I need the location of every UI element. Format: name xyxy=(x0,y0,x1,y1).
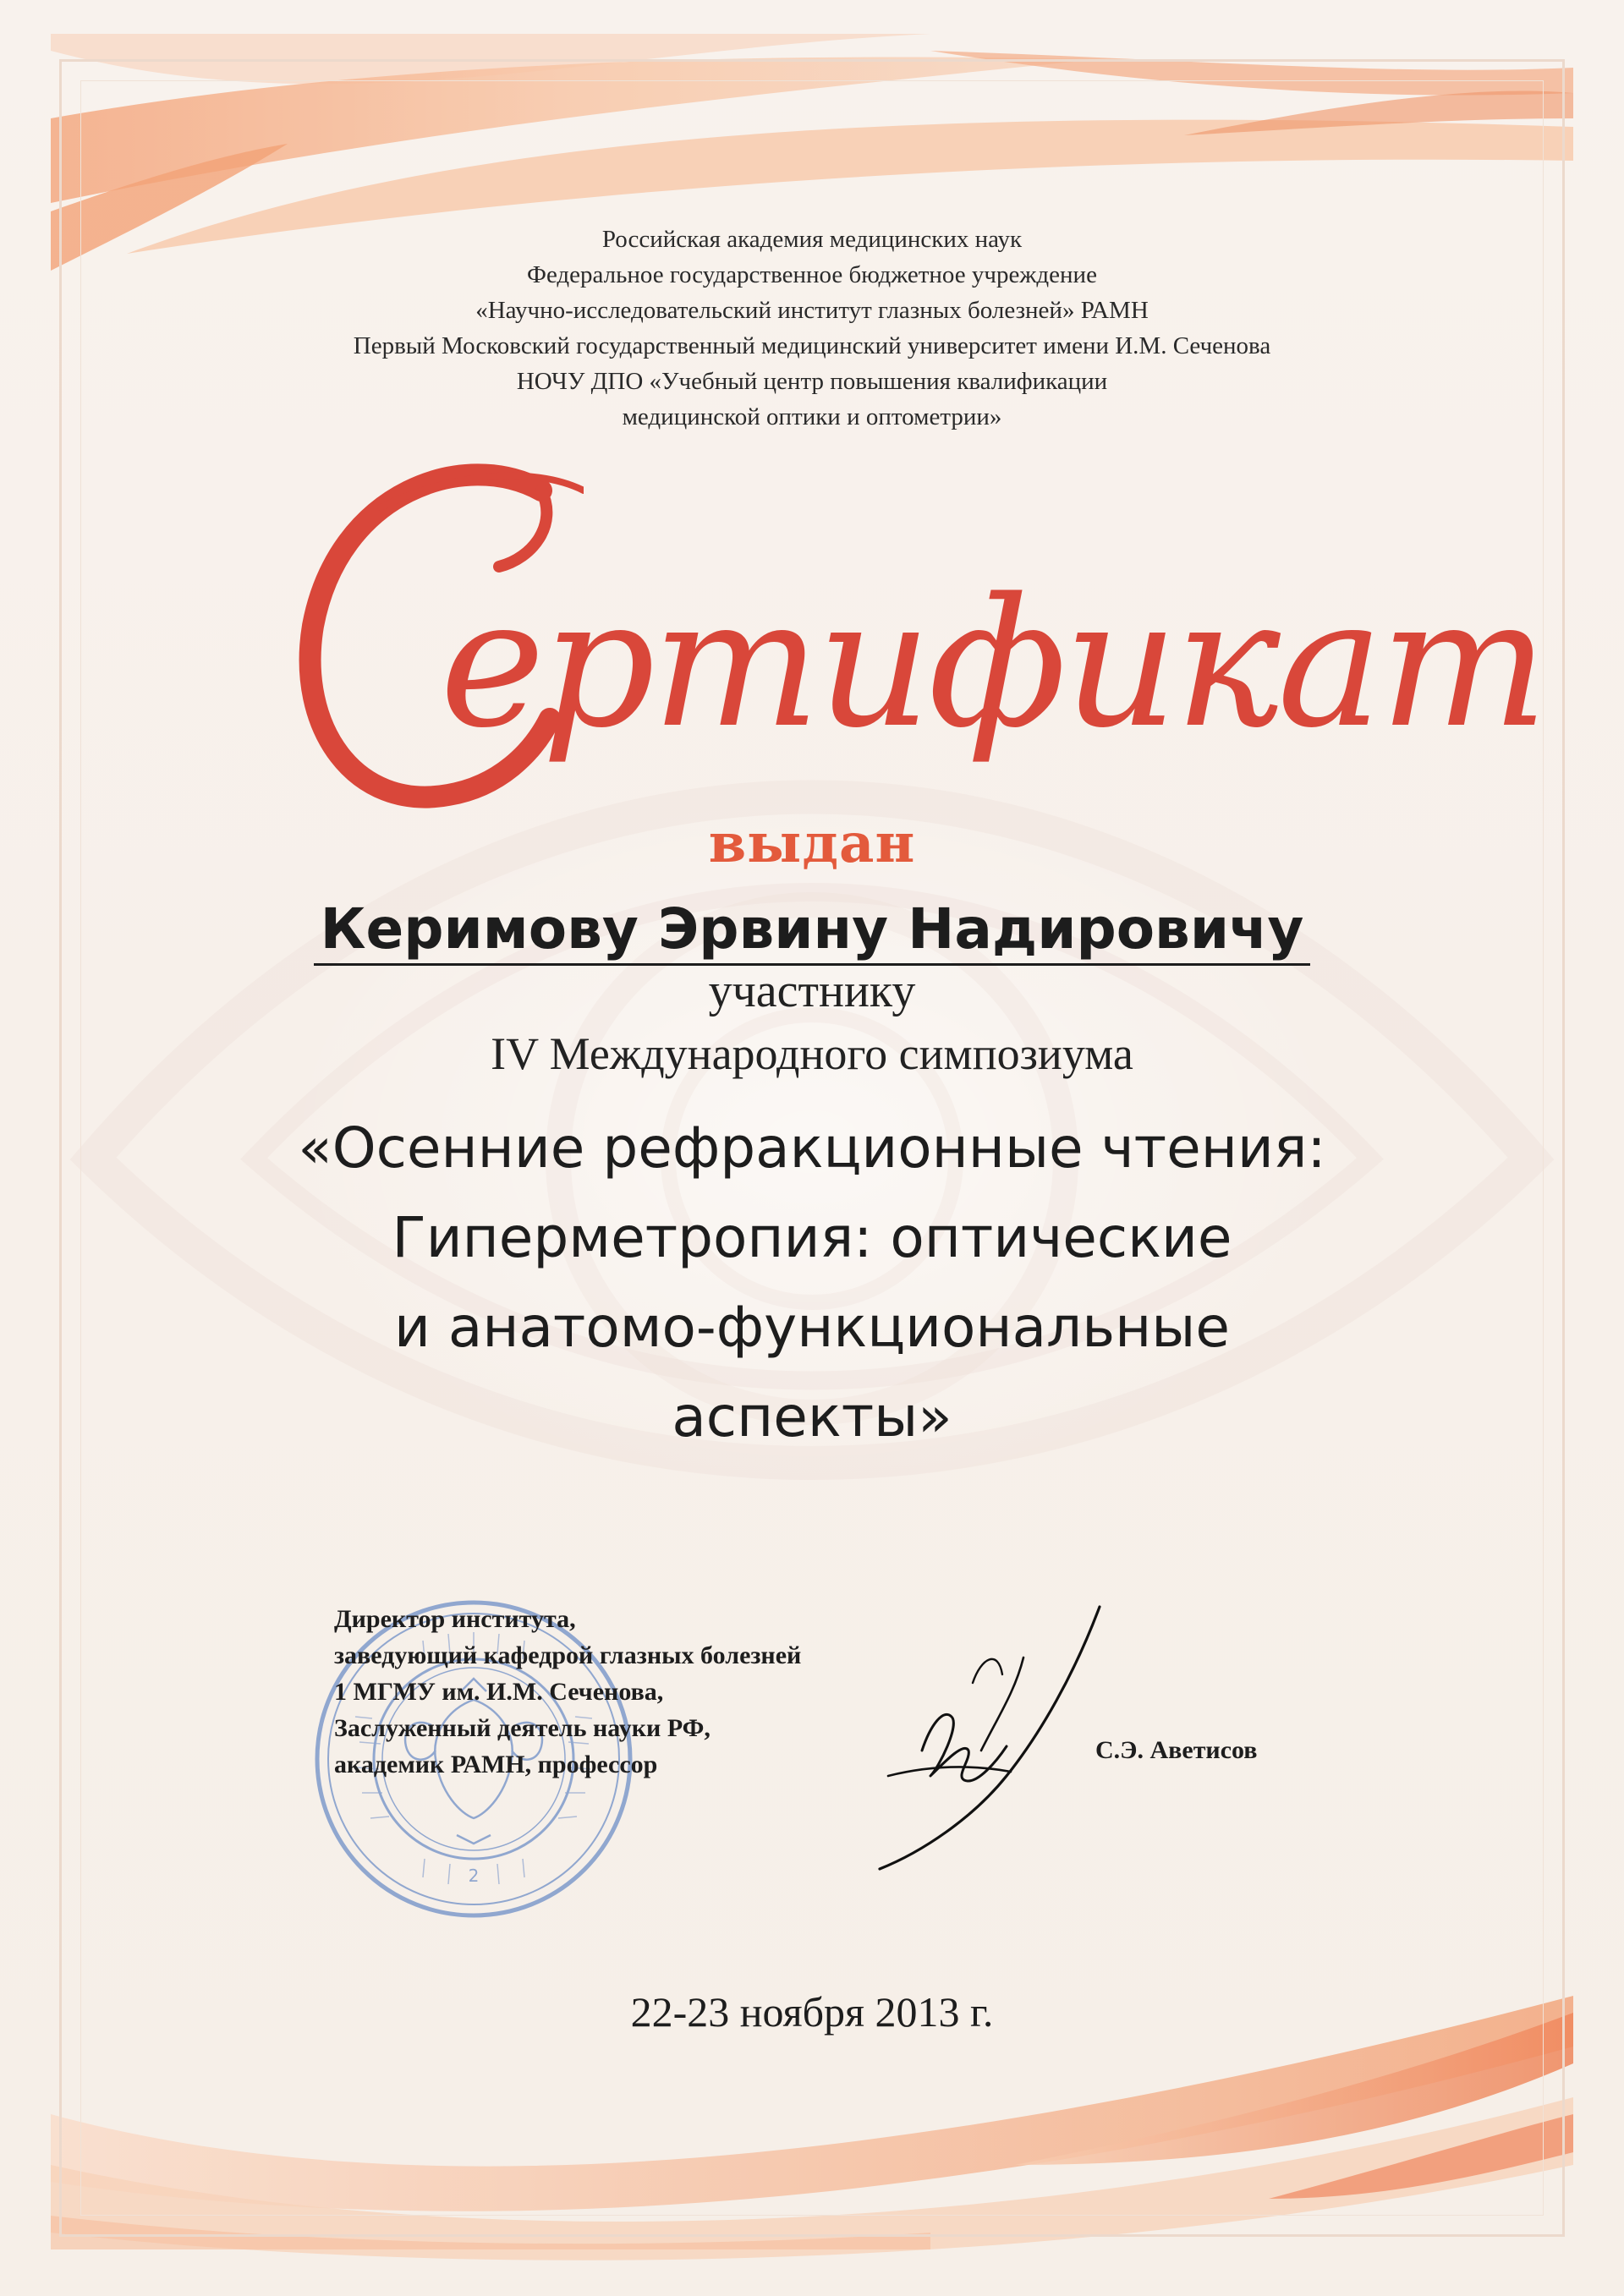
director-line-4: Заслуженный деятель науки РФ, xyxy=(334,1714,710,1742)
recipient-name-line xyxy=(0,896,1624,962)
director-line-5: академик РАМН, профессор xyxy=(334,1751,658,1778)
svg-text:2: 2 xyxy=(468,1866,480,1886)
director-line-3: 1 МГМУ им. И.М. Сеченова, xyxy=(334,1678,664,1706)
title-capital: С xyxy=(279,457,280,458)
event-name: IV Международного симпозиума xyxy=(491,1028,1133,1079)
topic-line-1: «Осенние рефракционные чтения: xyxy=(298,1115,1326,1181)
header-line-academy: Российская академия медицинских наук xyxy=(601,226,1023,253)
director-line-2: заведующий кафедрой глазных болезней xyxy=(334,1641,802,1669)
recipient-role: участнику xyxy=(708,965,916,1017)
issued-label: выдан xyxy=(708,812,916,875)
topic-line-2: Гиперметропия: оптические xyxy=(392,1205,1232,1270)
recipient-name: Керимову Эрвину Надировичу xyxy=(314,896,1311,966)
director-line-1: Директор института, xyxy=(334,1605,576,1633)
topic-line-3: и анатомо-функциональные xyxy=(394,1295,1230,1360)
topic-line-4: аспекты» xyxy=(672,1384,952,1449)
handwritten-signature xyxy=(871,1598,1125,1877)
certificate-title xyxy=(279,457,1545,829)
header-line-university: Первый Московский государственный медицинский университет имени И.М. Сеченова xyxy=(353,332,1271,359)
director-credentials xyxy=(334,1601,801,1783)
header-line-training-center: НОЧУ ДПО «Учебный центр повышения квалификации xyxy=(516,368,1108,395)
event-date: 22-23 ноября 2013 г. xyxy=(630,1988,994,2036)
header-line-institute: «Научно-исследовательский институт глазных болезней» РАМН xyxy=(475,297,1149,324)
header-line-optics: медицинской оптики и оптометрии» xyxy=(622,403,1002,430)
title-text: ертификат xyxy=(440,560,1545,767)
header-line-institution-type: Федеральное государственное бюджетное учреждение xyxy=(527,261,1097,288)
issuing-organizations xyxy=(169,222,1455,435)
symposium-topic xyxy=(0,1104,1624,1462)
signer-name: С.Э. Аветисов xyxy=(1095,1736,1258,1764)
